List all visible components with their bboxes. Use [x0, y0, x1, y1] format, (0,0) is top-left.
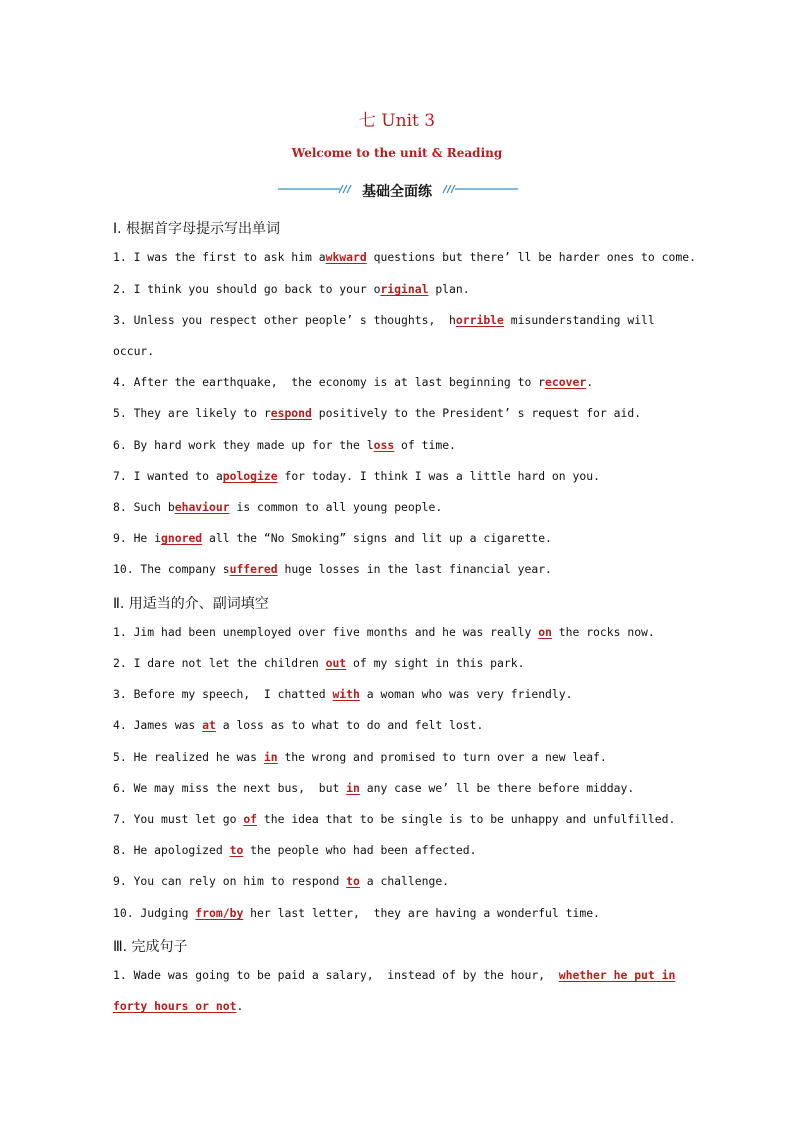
answer-blank: forty hours or not [113, 999, 237, 1013]
answer-blank: at [202, 718, 216, 732]
question-line: 1. Jim had been unemployed over five months and he was really on the rocks now. [113, 625, 655, 639]
question-line: 5. He realized he was in the wrong and promised to turn over a new leaf. [113, 750, 607, 764]
question-line: 4. After the earthquake, the economy is at last beginning to recover. [113, 375, 594, 389]
question-line: 7. I wanted to apologize for today. I think I was a little hard on you. [113, 469, 600, 483]
answer-blank: with [332, 687, 360, 701]
answer-blank: oss [373, 438, 395, 452]
question-line: 3. Before my speech, I chatted with a woman who was very friendly. [113, 687, 573, 701]
question-line: 8. Such behaviour is common to all young people. [113, 500, 443, 514]
page-subtitle: Welcome to the unit & Reading [291, 146, 503, 160]
question-line-continued: forty hours or not. [113, 999, 244, 1013]
answer-blank: wkward [325, 250, 367, 264]
question-line: 2. I think you should go back to your original plan. [113, 282, 470, 296]
question-line: 8. He apologized to the people who had been affected. [113, 843, 477, 857]
answer-blank: uffered [229, 562, 278, 576]
question-line: 6. By hard work they made up for the loss of time. [113, 438, 456, 452]
question-line: 1. I was the first to ask him awkward questions but there’ ll be harder ones to come. [113, 250, 696, 264]
question-line: 2. I dare not let the children out of my sight in this park. [113, 656, 525, 670]
question-line: 4. James was at a loss as to what to do and felt lost. [113, 718, 484, 732]
section-2-heading: Ⅱ. 用适当的介、副词填空 [113, 596, 269, 612]
answer-blank: in [263, 750, 278, 764]
question-line: 3. Unless you respect other people’ s thoughts, horrible misunderstanding will [113, 313, 655, 327]
answer-blank: pologize [222, 469, 278, 483]
answer-blank: ecover [545, 375, 587, 389]
answer-blank: gnored [161, 531, 203, 545]
page-title: 七 Unit 3 [358, 111, 436, 131]
answer-blank: espond [270, 406, 312, 420]
answer-blank: on [538, 625, 552, 639]
section-3-heading: Ⅲ. 完成句子 [113, 939, 188, 955]
question-line: 1. Wade was going to be paid a salary, instead of by the hour, whether he put in [113, 968, 676, 982]
answer-blank: riginal [380, 282, 429, 296]
answer-blank: whether he put in [558, 968, 676, 982]
answer-blank: of [243, 812, 258, 826]
question-line-continued: occur. [113, 344, 155, 358]
question-line: 6. We may miss the next bus, but in any case we’ ll be there before midday. [113, 781, 635, 795]
question-line: 7. You must let go of the idea that to be single is to be unhappy and unfulfilled. [113, 812, 676, 826]
answer-blank: out [325, 656, 347, 670]
question-line: 10. Judging from/by her last letter, they are having a wonderful time. [113, 906, 600, 920]
question-line: 9. He ignored all the “No Smoking” signs and lit up a cigarette. [113, 531, 552, 545]
answer-blank: from/by [195, 906, 244, 920]
question-line: 9. You can rely on him to respond to a challenge. [113, 874, 450, 888]
answer-blank: in [346, 781, 360, 795]
question-line: 10. The company suffered huge losses in the last financial year. [113, 562, 552, 576]
answer-blank: to [229, 843, 244, 857]
banner-title: 基础全面练 [362, 184, 432, 200]
question-line: 5. They are likely to respond positively to the President’ s request for aid. [113, 406, 642, 420]
answer-blank: orrible [455, 313, 504, 327]
answer-blank: to [346, 874, 360, 888]
section-1-heading: Ⅰ. 根据首字母提示写出单词 [113, 221, 281, 237]
answer-blank: ehaviour [174, 500, 230, 514]
